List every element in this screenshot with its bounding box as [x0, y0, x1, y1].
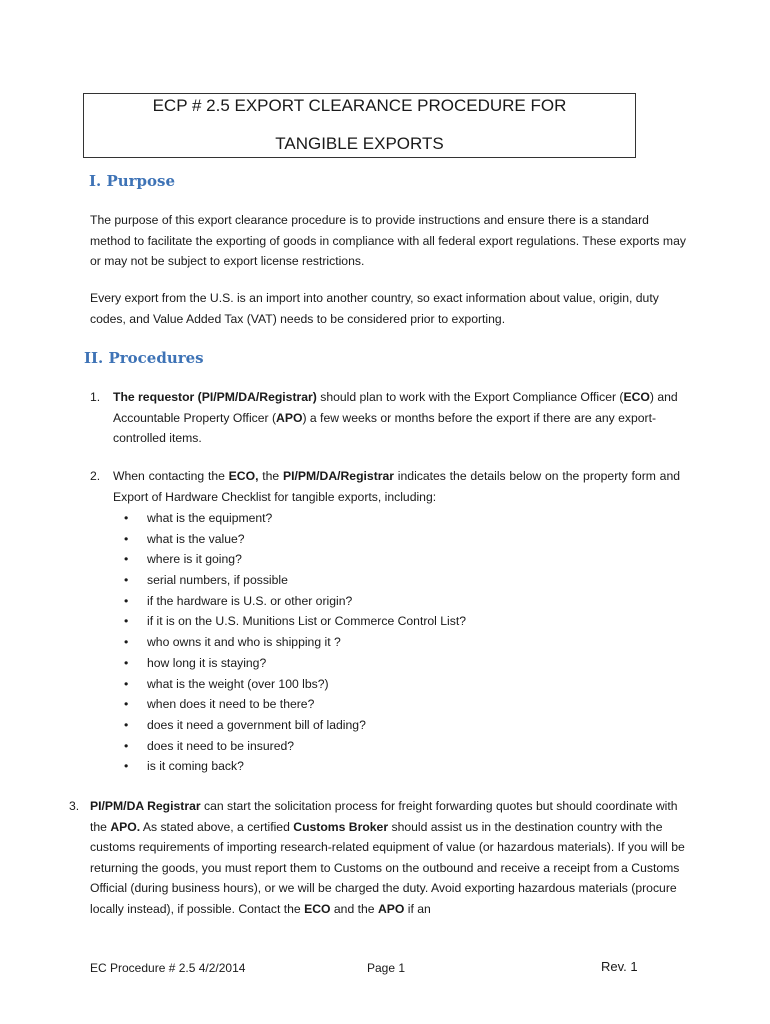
bullet-icon: • — [124, 531, 129, 546]
footer-procedure-date: EC Procedure # 2.5 4/2/2014 — [90, 961, 246, 975]
title-line-2: TANGIBLE EXPORTS — [275, 134, 444, 153]
item-1-text-b: ) and Accountable Property Officer ( — [113, 390, 678, 425]
bullet-text: who owns it and who is shipping it ? — [147, 635, 341, 650]
item-1-requestor: The requestor (PI/PM/DA/Registrar) — [113, 390, 317, 404]
item-3-number: 3. — [69, 799, 80, 813]
bullet-icon: • — [124, 552, 129, 567]
bullet-text: what is the weight (over 100 lbs?) — [147, 676, 329, 691]
bullet-text: is it coming back? — [147, 759, 244, 774]
bullet-icon: • — [124, 511, 129, 525]
item-2-text — [113, 466, 680, 507]
bullet-text: how long it is staying? — [147, 655, 267, 670]
item-2-text-a: When contacting the — [113, 469, 229, 483]
item-1-number: 1. — [90, 390, 101, 404]
bullet-text: if it is on the U.S. Munitions List or Commerce Control List? — [147, 614, 467, 629]
bullet-icon: • — [124, 676, 129, 691]
item-2-text-c: indicates the details below on the property form and Export of Hardware Checklist for tangible exports, including: — [113, 469, 681, 504]
item-3-text — [90, 796, 690, 919]
bullet-text: does it need a government bill of lading? — [147, 717, 366, 732]
item-1-text-a: should plan to work with the Export Compliance Officer ( — [316, 390, 624, 404]
item-3-text-c: should assist us in the destination country with the customs requirements of importing research-related equipment of value (or hazardous materials). If you will be returning the goods, you must report them to Customs on the outbound and receive a receipt from a Customs Official (during business hours), or we will be charged the duty. Avoid exporting hazardous materials (procure locally instead), if possible. Contact the — [90, 819, 685, 916]
item-1-text — [113, 387, 693, 449]
bullet-text: if the hardware is U.S. or other origin? — [147, 593, 353, 608]
bullet-icon: • — [124, 738, 129, 753]
bullet-icon: • — [124, 614, 129, 629]
bullet-text: what is the equipment? — [147, 511, 273, 525]
bullet-icon: • — [124, 697, 129, 712]
item-2-registrar: PI/PM/DA/Registrar — [282, 469, 395, 483]
item-1-apo: APO — [276, 410, 303, 425]
bullet-text: serial numbers, if possible — [147, 573, 288, 588]
item-3-apo: APO. — [110, 819, 141, 834]
item-3-text-d: and the — [330, 901, 378, 916]
purpose-paragraph-2: Every export from the U.S. is an import into another country, so exact information about value, origin, duty codes, and Value Added Tax (VAT) needs to be considered prior to exporting. — [90, 291, 659, 326]
item-3-text-b: As stated above, a certified — [140, 819, 294, 834]
bullet-text: what is the value? — [147, 531, 245, 546]
item-3-text-a: can start the solicitation process for freight forwarding quotes but should coordinate with the — [90, 799, 678, 834]
bullet-icon: • — [124, 573, 129, 588]
bullet-icon: • — [124, 635, 129, 650]
item-2-eco: ECO, — [228, 469, 259, 483]
item-1-eco: ECO — [623, 390, 650, 404]
bullet-text: does it need to be insured? — [147, 738, 295, 753]
title-line-1: ECP # 2.5 EXPORT CLEARANCE PROCEDURE FOR — [152, 96, 567, 115]
item-3-apo-2: APO — [377, 901, 405, 916]
bullet-text: where is it going? — [147, 552, 242, 567]
bullet-icon: • — [124, 717, 129, 732]
item-1-text-c: ) a few weeks or months before the export if there are any export-controlled items. — [113, 410, 657, 445]
bullet-icon: • — [124, 759, 129, 774]
bullet-icon: • — [124, 593, 129, 608]
item-2-number: 2. — [90, 469, 101, 483]
item-3-customs-broker: Customs Broker — [293, 819, 389, 834]
item-3-text-e: if an — [404, 901, 431, 916]
purpose-paragraph-1: The purpose of this export clearance procedure is to provide instructions and ensure there is a standard method to facilitate the exporting of goods in compliance with all federal export regulations. These exports may or may not be subject to export license restrictions. — [90, 213, 686, 268]
item-3-eco: ECO — [304, 901, 331, 916]
footer-revision: Rev. 1 — [601, 959, 638, 974]
purpose-heading: I. Purpose — [89, 172, 176, 190]
bullet-icon: • — [124, 655, 129, 670]
item-2-text-b: the — [258, 469, 283, 483]
procedures-heading: II. Procedures — [84, 349, 204, 367]
footer-page-number: Page 1 — [367, 961, 406, 975]
item-3-registrar: PI/PM/DA Registrar — [90, 799, 201, 813]
bullet-text: when does it need to be there? — [147, 697, 315, 712]
title-box — [83, 93, 636, 158]
